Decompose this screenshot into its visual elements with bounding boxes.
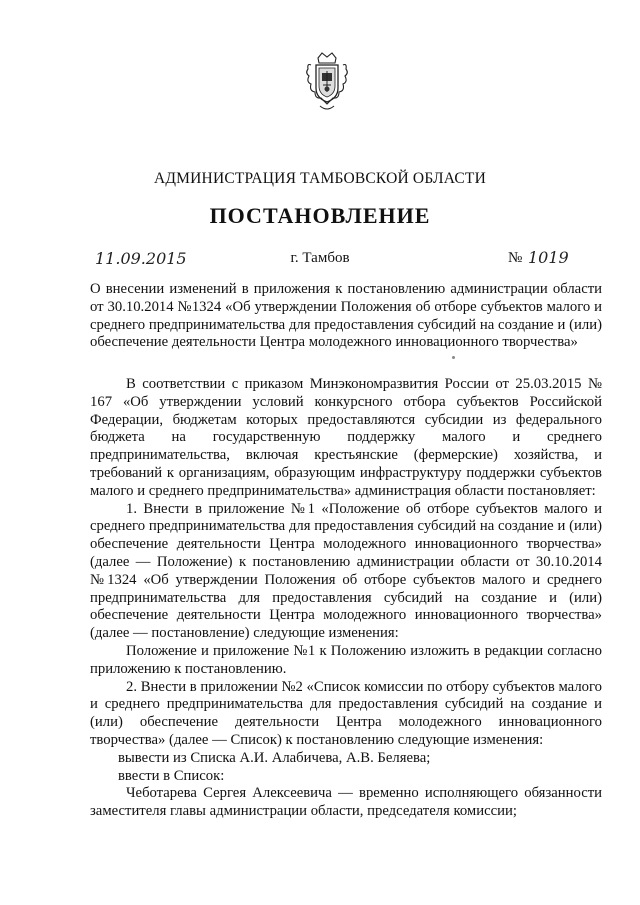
added-person-paragraph: Чеботарева Сергея Алексеевича — временно исполняющего обязанности заместителя главы администрации области, председателя комиссии; xyxy=(90,785,602,820)
add-to-list-intro: ввести в Список: xyxy=(118,767,225,784)
item-2-paragraph: 2. Внести в приложении №2 «Список комиссии по отбору субъектов малого и среднего предпринимательства для предоставления субсидий на создание и (или) обеспечение деятельности Центра молодежного инновационного творчества» (далее — Список) к постановлению следующие изменения: xyxy=(90,678,602,748)
date-number-line xyxy=(0,250,640,272)
document-type-title: ПОСТАНОВЛЕНИЕ xyxy=(209,203,431,228)
document-subject: О внесении изменений в приложения к постановлению администрации области от 30.10.2014 №1324 «Об утверждении Положения об отборе субъектов малого и среднего предпринимательства для предоставления субсидий на создание и (или) обеспечение деятельности Центра молодежного инновационного творчества» xyxy=(90,281,602,351)
scan-speck xyxy=(452,356,455,359)
coat-of-arms-icon xyxy=(304,52,350,114)
remove-from-list-line: вывести из Списка А.И. Алабичева, А.В. Беляева; xyxy=(118,749,431,766)
document-body xyxy=(90,376,602,821)
item-1-text-paragraph: Положение и приложение №1 к Положению изложить в редакции согласно приложению к постановлению. xyxy=(90,642,602,677)
city: г. Тамбов xyxy=(290,250,350,266)
number-label: № xyxy=(508,250,523,266)
signing-date: 11.09.2015 xyxy=(95,249,187,268)
item-1-paragraph: 1. Внести в приложение №1 «Положение об отборе субъектов малого и среднего предпринимательства для предоставления субсидий на создание и (или) обеспечение деятельности Центра молодежного инновационного творчества» (далее — Положение) к постановлению администрации области от 30.10.2014 №1324 «Об утверждении Положения об отборе субъектов малого и среднего предпринимательства для предоставления субсидий на создание и (или) обеспечение деятельности Центра молодежного инновационного творчества» (далее — постановление) следующие изменения: xyxy=(90,500,602,642)
document-number: 1019 xyxy=(528,248,569,267)
organization-name: АДМИНИСТРАЦИЯ ТАМБОВСКОЙ ОБЛАСТИ xyxy=(154,170,486,187)
preamble-paragraph: В соответствии с приказом Минэкономразвития России от 25.03.2015 № 167 «Об утверждении условий конкурсного отбора субъектов Российской Федерации, бюджетам которых предоставляются субсидии из федерального бюджета на государственную поддержку малого и среднего предпринимательства, включая крестьянские (фермерские) хозяйства, и требований к организациям, образующим инфраструктуру поддержки субъектов малого и среднего предпринимательства» администрация области постановляет: xyxy=(90,376,602,499)
